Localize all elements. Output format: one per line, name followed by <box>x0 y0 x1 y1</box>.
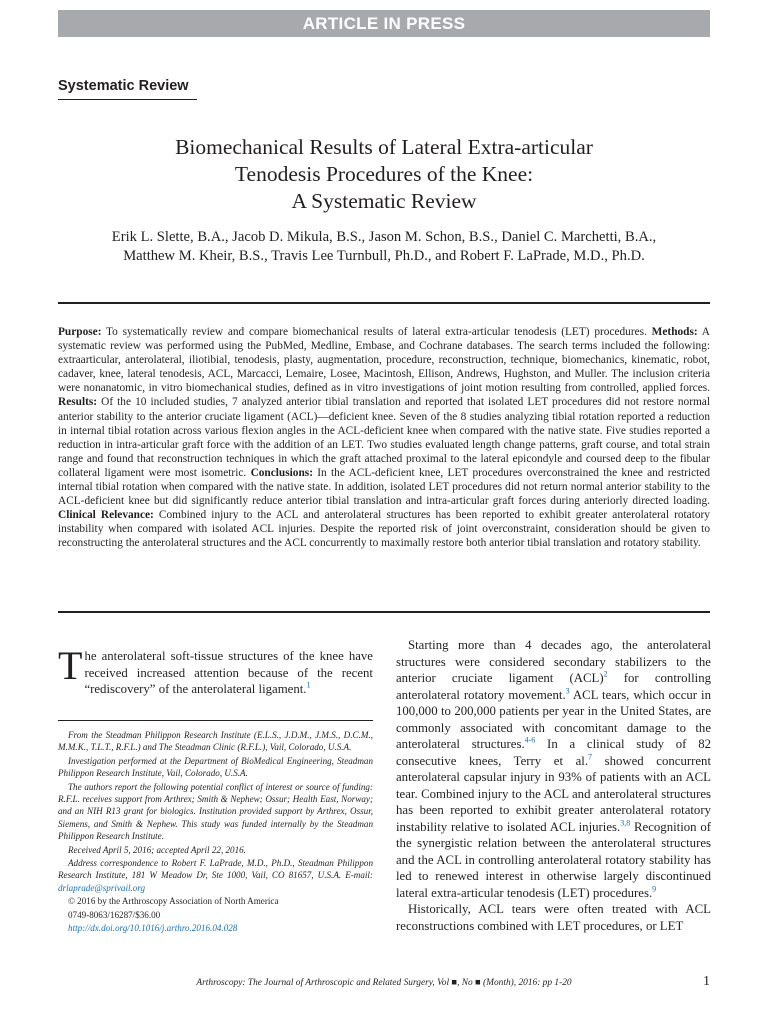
title-line-1: Biomechanical Results of Lateral Extra-articular <box>175 135 593 159</box>
footnote-investigation: Investigation performed at the Department of BioMedical Engineering, Steadman Philippon Research Institute, Vail, Colorado, U.S.A. <box>58 755 373 779</box>
section-label-underline <box>58 99 197 100</box>
clinical-relevance-text: Combined injury to the ACL and anterolateral structures has been reported to exhibit greater anterolateral rotatory instability when compared with isolated ACL injuries. Despite the reported risk of joint overconstraint, consideration should be given to reconstructing the anterolateral structures and the ACL concurrently to maximally restore both anterior tibial translation and rotatory stability. <box>58 509 710 550</box>
paragraph-1-text-a: Starting more than 4 decades ago, the anterolateral structures were considered secondary stabilizers to the anterior cruciate ligament (ACL) <box>396 638 711 685</box>
footnote-address <box>58 857 373 894</box>
body-left-column <box>58 643 373 698</box>
methods-label: Methods: <box>651 326 698 338</box>
page-number: 1 <box>703 974 710 989</box>
citation-link[interactable]: 4-6 <box>524 735 536 745</box>
paragraph-1-text-e: showed concurrent anterolateral capsular injury in 93% of patients with an ACL tear. Combined injury to the ACL and anterolateral structures has been reported to exhibit greater anterolateral rotatory instability relative to isolated ACL injuries. <box>396 753 711 834</box>
abstract <box>58 325 710 551</box>
results-label: Results: <box>58 396 98 409</box>
authors-line-1: Erik L. Slette, B.A., Jacob D. Mikula, B.S., Jason M. Schon, B.S., Daniel C. Marchetti, B.A., <box>111 229 657 245</box>
address-text: Address correspondence to Robert F. LaPrade, M.D., Ph.D., Steadman Philippon Research Institute, 181 W Meadow Dr, Ste 1000, Vail, CO 81657, U.S.A. E-mail: <box>58 858 373 881</box>
clinical-relevance-label: Clinical Relevance: <box>58 509 154 522</box>
title-line-2: Tenodesis Procedures of the Knee: <box>234 162 534 186</box>
citation-link[interactable]: 1 <box>306 680 311 690</box>
title-line-3: A Systematic Review <box>291 189 477 213</box>
citation-link[interactable]: 7 <box>588 752 593 762</box>
footnote-conflict: The authors report the following potential conflict of interest or source of funding: R.F.L. receives support from Arthrex; Smith & Nephew; Ossur; Health East, Norway; and an NIH R13 grant for biologics. Institution provided support by Arthrex, Ossur, Siemens, and Smith & Nephew. This study was funded internally by the Steadman Philippon Research Institute. <box>58 781 373 842</box>
intro-text: he anterolateral soft-tissue structures of the knee have received increased attention because of the recent “rediscovery” of the anterolateral ligament. <box>84 649 373 696</box>
conclusions-label: Conclusions: <box>250 466 313 479</box>
journal-footer: Arthroscopy: The Journal of Arthroscopic and Related Surgery, Vol ■, No ■ (Month), 2016: pp 1-20 <box>196 978 572 988</box>
email-link[interactable]: drlaprade@sprivail.org <box>58 882 146 893</box>
article-in-press-banner: ARTICLE IN PRESS <box>58 10 710 37</box>
footnotes <box>58 720 373 936</box>
section-label: Systematic Review <box>58 78 189 94</box>
citation-link[interactable]: 2 <box>603 669 608 679</box>
paragraph-2: Historically, ACL tears were often treated with ACL reconstructions combined with LET procedures, or LET <box>396 902 711 933</box>
conclusions-text: In the ACL-deficient knee, LET procedures overconstrained the knee and restricted internal tibial rotation when compared with the native state. In addition, isolated LET procedures did not return normal anterior stability to the ACL-deficient knee but did significantly reduce anterior tibial translation and intra-articular graft forces during anteriorly directed loading. <box>58 466 710 508</box>
article-title <box>58 134 710 215</box>
citation-link[interactable]: 3 <box>565 686 570 696</box>
drop-cap: T <box>58 643 83 688</box>
authors-line-2: Matthew M. Kheir, B.S., Travis Lee Turnbull, Ph.D., and Robert F. LaPrade, M.D., Ph.D. <box>123 248 645 264</box>
citation-link[interactable]: 3,8 <box>620 818 631 828</box>
footnote-copyright: © 2016 by the Arthroscopy Association of North America <box>68 896 279 907</box>
footnote-received: Received April 5, 2016; accepted April 22, 2016. <box>68 844 246 855</box>
doi-link[interactable]: http://dx.doi.org/10.1016/j.arthro.2016.04.028 <box>68 923 238 934</box>
paragraph-1 <box>396 637 711 901</box>
footnote-affiliation: From the Steadman Philippon Research Institute (E.L.S., J.D.M., J.M.S., D.C.M., M.M.K., T.L.T., R.F.L.) and The Steadman Clinic (R.F.L.), Vail, Colorado, U.S.A. <box>58 730 373 753</box>
methods-text: A systematic review was performed using the PubMed, Medline, Embase, and Cochrane databases. The search terms included the following: extraarticular, anterolateral, iliotibial, tenodesis, plasty, augmentation, procedure, reconstruction, technique, biomechanics, kinematic, robot, cadaver, knee, lateral tenodesis, ACL, Marcacci, Lemaire, Losee, Macintosh, Ellison, Andrews, Hughston, and Muller. The inclusion criteria were nonanatomic, in vitro biomechanical studies, defined as in vitro investigations of joint motion resulting from controlled, applied forces. <box>58 326 710 395</box>
purpose-text: To systematically review and compare biomechanical results of lateral extra-articular tenodesis (LET) procedures. <box>101 326 647 338</box>
paragraph-1-text-b: for controlling anterolateral rotatory movement. <box>396 671 711 702</box>
purpose-label: Purpose: <box>58 326 102 338</box>
author-list <box>58 228 710 266</box>
abstract-top-rule <box>58 302 710 304</box>
paragraph-1-text-d: In a clinical study of 82 consecutive knees, Terry et al. <box>396 737 711 768</box>
body-right-column <box>396 637 711 934</box>
footnote-issn: 0749-8063/16287/$36.00 <box>68 909 161 920</box>
paragraph-1-text-c: ACL tears, which occur in 100,000 to 200,000 patients per year in the United States, are commonly associated with concomitant damage to the anterolateral structures. <box>396 687 711 751</box>
paragraph-1-text-f: Recognition of the synergistic relation between the anterolateral structures and the ACL in controlling anterolateral rotatory stability has led to renewed interest in otherwise largely discontinued lateral extra-articular tenodesis (LET) procedures. <box>396 819 711 900</box>
citation-link[interactable]: 9 <box>652 884 657 894</box>
abstract-bottom-rule <box>58 611 710 613</box>
results-text: Of the 10 included studies, 7 analyzed anterior tibial translation and reported that isolated LET procedures did not restore normal anterior stability to the anterior cruciate ligament (ACL)—deficient knee. Seven of the 8 studies analyzing tibial rotation reported a reduction in internal tibial rotation across various flexion angles in the ACL-deficient knee when compared with the native state. Five studies reported a reduction in intra-articular graft force with the addition of an LET. Two studies evaluated length change patterns, graft course, and total strain range and found that reconstruction techniques in which the graft attached proximal to the lateral epicondyle and coursed deep to the fibular collateral ligament were most isometric. <box>58 396 710 479</box>
